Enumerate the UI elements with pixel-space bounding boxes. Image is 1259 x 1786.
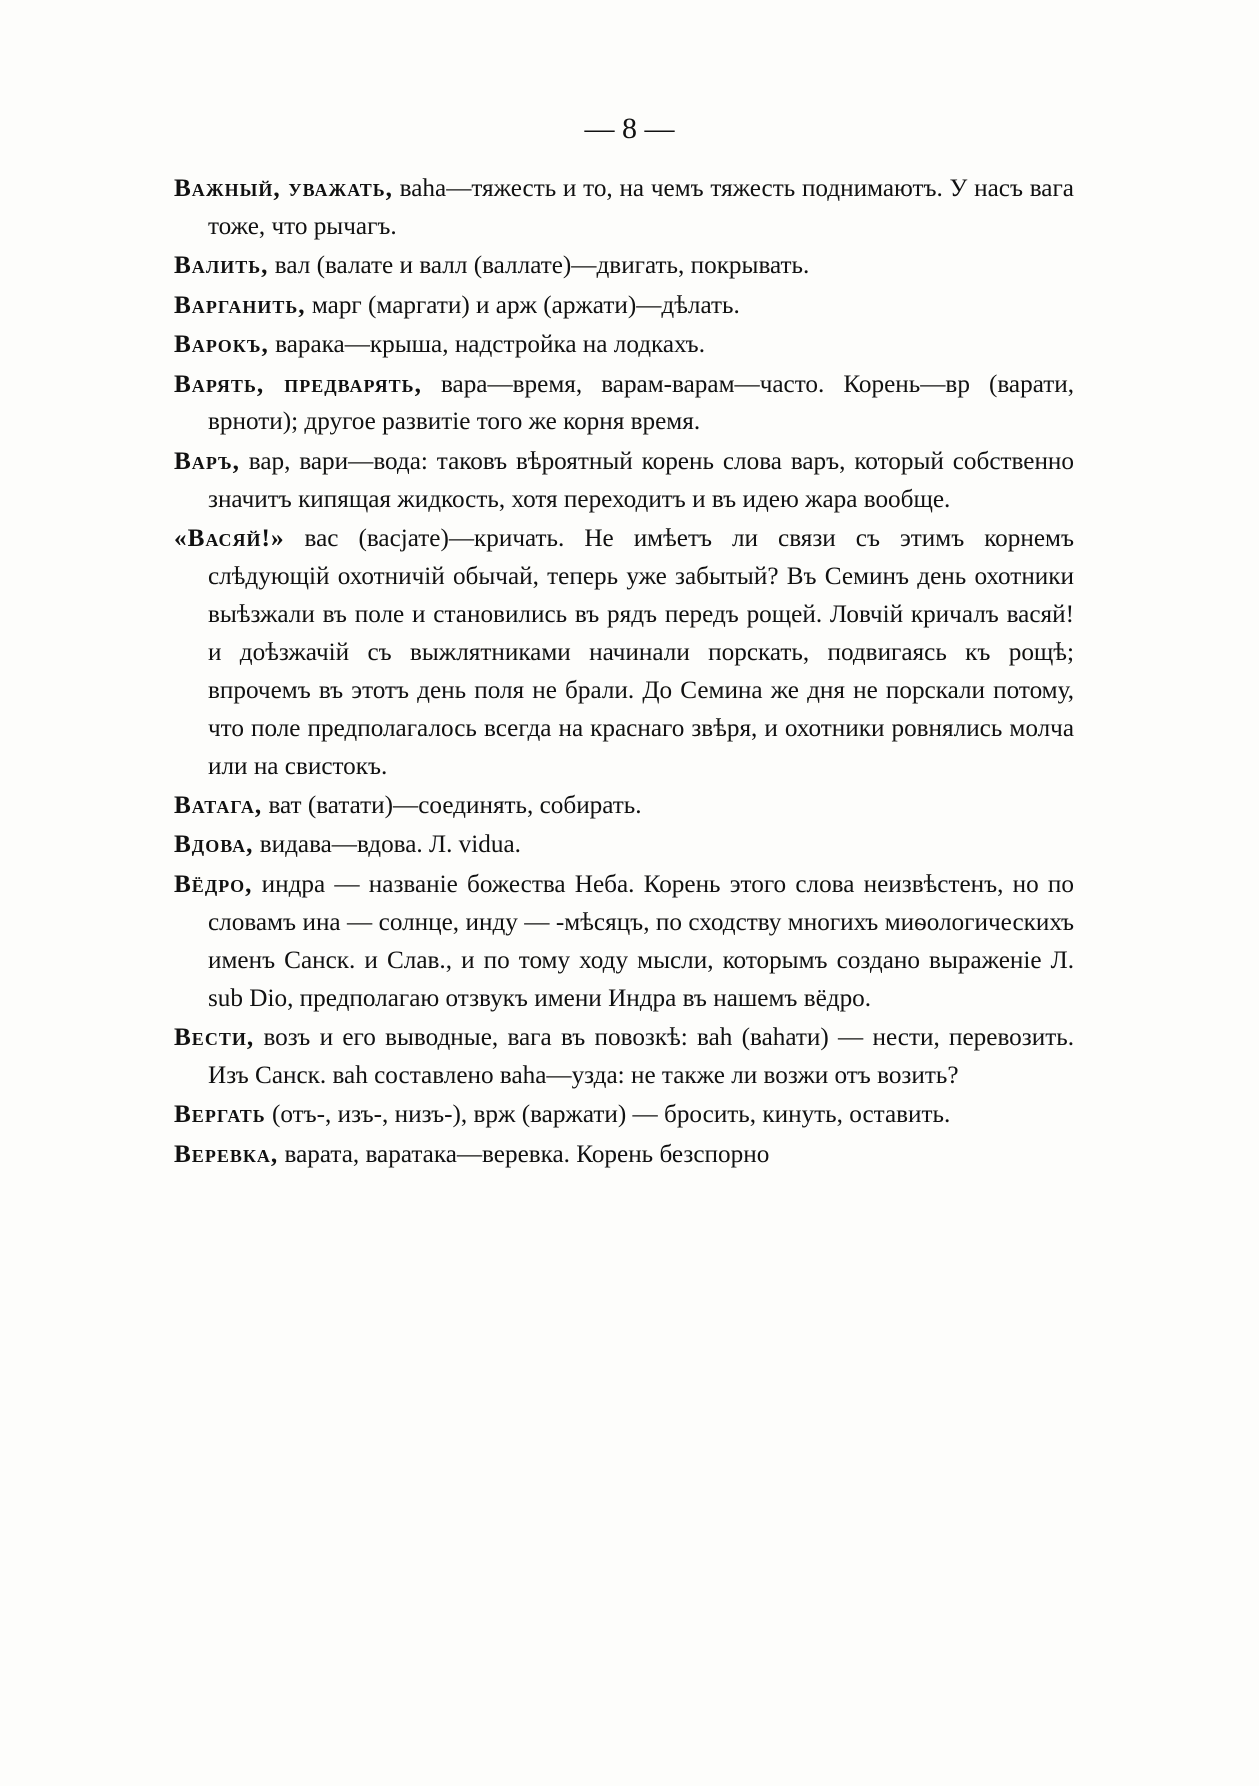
dictionary-entry bbox=[174, 826, 1074, 864]
entry-text: индра — названіе божества Неба. Корень этого слова неизвѣстенъ, но по словамъ ина — солнце, инду — -мѣсяцъ, по сходству многихъ миѳологическихъ именъ Санск. и Слав., и по тому ходу мысли, которымъ создано выраженіе Л. sub Dio, предполагаю отзвукъ имени Индра въ нашемъ вёдро. bbox=[208, 870, 1074, 1012]
entry-text: вара—время, варам-варам—часто. Корень—вр (варати, врноти); другое развитіе того же корня время. bbox=[208, 370, 1075, 436]
entry-text: вар, вари—вода: таковъ вѣроятный корень слова варъ, который собственно значитъ кипящая жидкость, хотя переходитъ и въ идею жара вообще. bbox=[208, 447, 1074, 513]
entry-headword: Варъ, bbox=[174, 447, 240, 475]
dictionary-entry bbox=[174, 287, 1074, 325]
entry-headword: Важный, уважать, bbox=[174, 175, 393, 202]
dictionary-entry bbox=[174, 247, 1074, 285]
entry-headword: «Васяй!» bbox=[174, 525, 285, 553]
dictionary-entry bbox=[174, 787, 1074, 825]
entry-text: вал (валате и валл (валлате)—двигать, покрывать. bbox=[268, 252, 810, 280]
entry-text: ваhа—тяжесть и то, на чемъ тяжесть поднимаютъ. У насъ вага тоже, что рычагъ. bbox=[208, 175, 1074, 240]
entry-headword: Вести, bbox=[174, 1023, 255, 1051]
entry-headword: Варокъ, bbox=[174, 331, 269, 359]
dictionary-entry bbox=[174, 1019, 1074, 1095]
entry-headword: Вёдро, bbox=[174, 870, 253, 898]
dictionary-entry bbox=[174, 866, 1074, 1018]
entry-text: ват (ватати)—соединять, собирать. bbox=[262, 792, 642, 819]
entry-text: (отъ-, изъ-, низъ-), врж (варжати) — бросить, кинуть, оставить. bbox=[265, 1101, 951, 1129]
entry-headword: Варганить, bbox=[174, 291, 306, 319]
entry-text: варата, варатака—веревка. Корень безспорно bbox=[278, 1140, 770, 1168]
entry-text: вас (васјате)—кричать. Не имѣетъ ли связи съ этимъ корнемъ слѣдующій охотничій обычай, теперь уже забытый? Въ Семинъ день охотники выѣзжали въ поле и становились въ рядъ передъ рощей. Ловчій кричалъ васяй! и доѣзжачій съ выжлятниками начинали порскать, подвигаясь къ рощѣ; впрочемъ въ этотъ день поля не брали. До Семина же дня не порскали потому, что поле предполагалось всегда на краснаго звѣря, и охотники ровнялись молча или на свистокъ. bbox=[208, 525, 1074, 780]
entry-text: видава—вдова. Л. vidua. bbox=[253, 831, 521, 859]
dictionary-entry bbox=[174, 520, 1074, 785]
entry-text: возъ и его выводные, вага въ повозкѣ: ваh (ваhати) — нести, перевозить. Изъ Санск. ваh составлено ваhа—узда: не также ли возжи отъ возить? bbox=[208, 1023, 1074, 1089]
page-number: — 8 — bbox=[584, 112, 675, 145]
entry-headword: Вдова, bbox=[174, 831, 254, 859]
entry-headword: Ватага, bbox=[174, 792, 263, 819]
dictionary-entries bbox=[174, 170, 1074, 1175]
dictionary-entry bbox=[174, 1136, 1074, 1174]
entry-headword: Валить, bbox=[174, 252, 269, 280]
dictionary-entry bbox=[174, 366, 1074, 442]
dictionary-entry bbox=[174, 326, 1074, 364]
entry-headword: Вергать bbox=[174, 1101, 266, 1129]
dictionary-entry bbox=[174, 1096, 1074, 1134]
entry-headword: Веревка, bbox=[174, 1140, 279, 1168]
dictionary-entry bbox=[174, 170, 1074, 246]
entry-headword: Варять, предварять, bbox=[174, 370, 422, 398]
entry-text: марг (маргати) и арж (аржати)—дѣлать. bbox=[305, 291, 740, 319]
dictionary-entry bbox=[174, 443, 1074, 519]
entry-text: варака—крыша, надстройка на лодкахъ. bbox=[268, 331, 705, 359]
